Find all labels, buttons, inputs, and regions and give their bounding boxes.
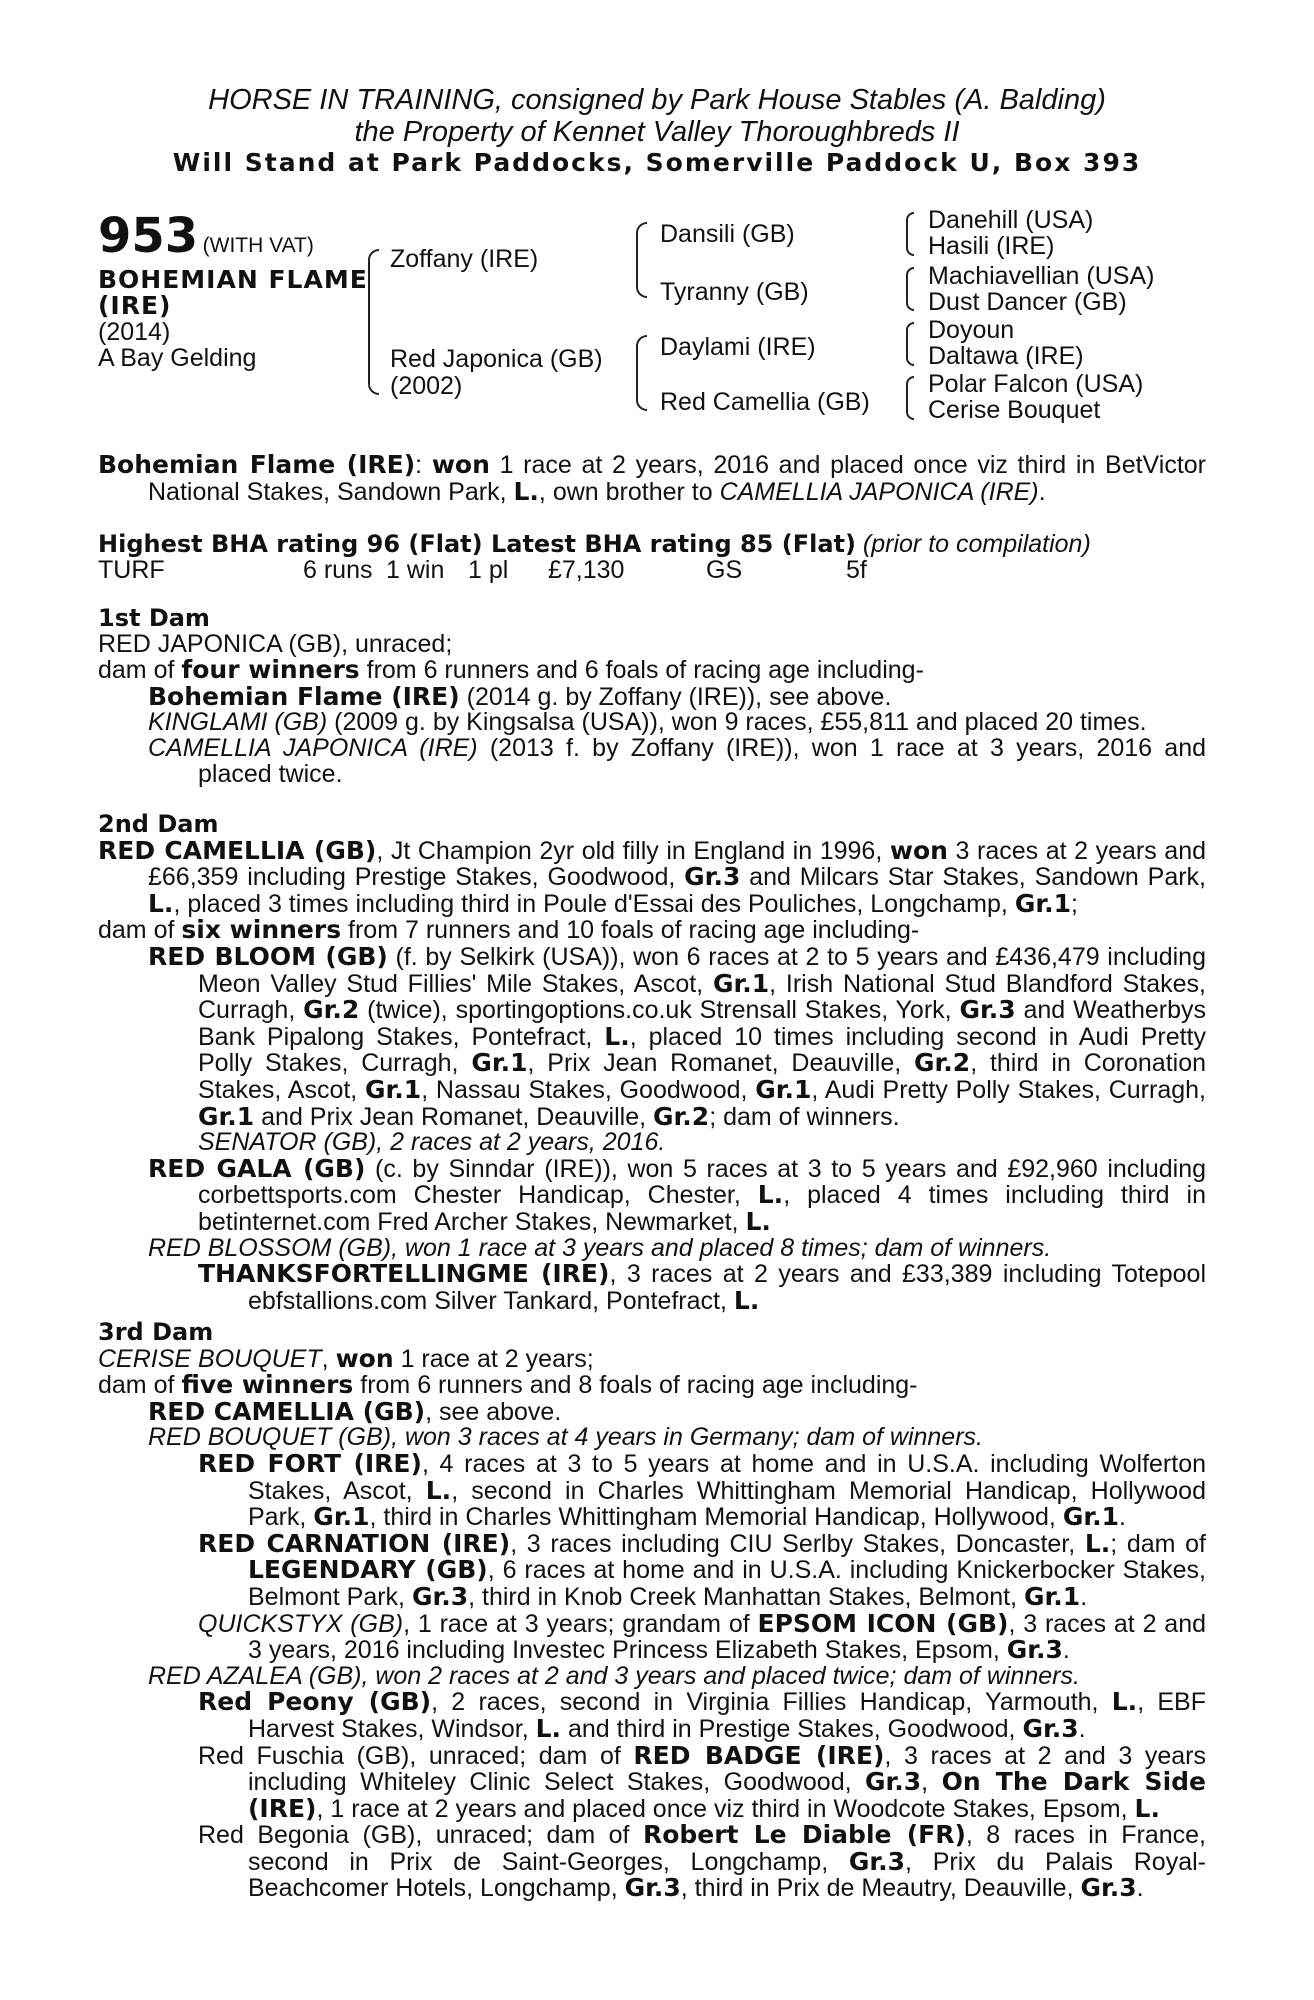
lot-number: 953 <box>98 208 199 264</box>
produce-name: Robert Le Diable (FR) <box>642 1820 966 1850</box>
listed-label: L. <box>1134 1793 1160 1823</box>
won-label: won <box>431 450 490 479</box>
dam-line-brace <box>636 335 647 411</box>
sire-dam-sire: Machiavellian (USA) <box>928 262 1155 290</box>
produce-name: RED FORT (IRE) <box>198 1448 422 1478</box>
text: , placed 4 times including third in betinternet.com Fred Archer Stakes, Newmarket, <box>198 1181 1206 1236</box>
sire: Zoffany (IRE) <box>390 245 539 273</box>
produce-name: THANKSFORTELLINGME (IRE) <box>198 1259 610 1289</box>
produce-name: EPSOM ICON (GB) <box>757 1608 1009 1638</box>
listed-label: L. <box>757 1180 784 1210</box>
summary-text: 1 race at 2 years, 2016 and placed once viz third in BetVictor National Stakes, Sandown Park, <box>148 451 1206 506</box>
text: , second in Charles Whittingham Memorial Handicap, Hollywood Park, <box>248 1476 1206 1532</box>
produce-name: Bohemian Flame (IRE) <box>148 681 460 711</box>
first-dam-intro: RED JAPONICA (GB), unraced; <box>98 629 453 658</box>
produce-entry <box>98 1608 1207 1665</box>
produce-name: LEGENDARY (GB) <box>248 1555 488 1585</box>
produce-entry <box>98 710 1206 736</box>
grade-label: Gr.1 <box>1062 1502 1120 1532</box>
text: , see above. <box>425 1397 562 1426</box>
produce-text: (2014 g. by Zoffany (IRE)), see above. <box>459 682 892 711</box>
rating-note: (prior to compilation) <box>862 530 1091 558</box>
produce-name: QUICKSTYX (GB) <box>198 1609 404 1638</box>
won-label: won <box>889 835 948 865</box>
produce-entry: RED BLOSSOM (GB), won 1 race at 3 years and placed 8 times; dam of winners. <box>148 1233 1052 1262</box>
third-dam-heading: 3rd Dam <box>98 1318 214 1346</box>
produce-name: RED CARNATION (IRE) <box>198 1528 511 1558</box>
listed-label: L. <box>513 476 539 506</box>
text: dam of <box>98 916 182 945</box>
produce-entry <box>98 681 1206 711</box>
brace-3b <box>906 267 914 311</box>
text: , 2 races, second in Virginia Fillies Handicap, Yarmouth, <box>431 1688 1112 1717</box>
text: and Weatherbys Bank Pipalong Stakes, Pontefract, <box>198 996 1206 1051</box>
second-dam-heading: 2nd Dam <box>98 810 219 838</box>
dam-of-text: dam of <box>98 656 182 685</box>
text: , third in Knob Creek Manhattan Stakes, Belmont, <box>468 1582 1024 1611</box>
text: , Irish National Stud Blandford Stakes, Curragh, <box>198 969 1206 1025</box>
summary-text2: , own brother to <box>538 477 720 506</box>
owner-line: the Property of Kennet Valley Thoroughbreds II <box>354 116 960 148</box>
grade-label: Gr.3 <box>1022 1713 1079 1743</box>
first-dam-produce-line <box>98 657 1206 684</box>
dam-sire-sire: Doyoun <box>928 316 1015 344</box>
grade-label: Gr.3 <box>864 1767 922 1797</box>
dam-sire-dam: Daltawa (IRE) <box>928 342 1084 370</box>
surface: TURF <box>98 556 165 584</box>
winners-count: six winners <box>181 915 342 945</box>
text: , 3 races including CIU Serlby Stakes, Doncaster, <box>510 1529 1085 1558</box>
sibling-name: CAMELLIA JAPONICA (IRE) <box>719 477 1039 506</box>
text: Red Begonia (GB), unraced; dam of <box>198 1821 643 1850</box>
going: GS <box>706 556 743 584</box>
text: , 3 races at 2 years and £33,389 including Totepool ebfstallions.com Silver Tankard, Pontefract, <box>248 1260 1206 1315</box>
horse-description: A Bay Gelding <box>98 344 257 372</box>
text: , 4 races at 3 to 5 years at home and in U.S.A. including Wolferton Stakes, Ascot, <box>248 1449 1206 1505</box>
text: from 6 runners and 8 foals of racing age including- <box>353 1371 918 1400</box>
brace-3d <box>906 376 914 420</box>
listed-label: L. <box>733 1285 760 1315</box>
listed-label: L. <box>745 1206 771 1236</box>
distance: 5f <box>846 556 867 584</box>
text: , <box>921 1768 942 1797</box>
grade-label: Gr.3 <box>411 1581 469 1611</box>
produce-entry: RED AZALEA (GB), won 2 races at 2 and 3 years and placed twice; dam of winners. <box>148 1661 1080 1690</box>
brace-3a <box>906 212 914 256</box>
dam-year: (2002) <box>390 372 463 400</box>
runs-count: 6 runs <box>303 556 373 584</box>
produce-name: Red Peony (GB) <box>198 1687 432 1717</box>
sire-sire: Dansili (GB) <box>660 220 795 248</box>
text: Red Fuschia (GB), unraced; dam of <box>198 1741 634 1770</box>
grade-label: Gr.1 <box>471 1048 528 1078</box>
summary-horse-name: Bohemian Flame (IRE) <box>98 450 416 479</box>
listed-label: L. <box>535 1713 562 1743</box>
grade-label: Gr.2 <box>914 1048 971 1078</box>
produce-entry <box>98 1448 1206 1532</box>
produce-entry <box>98 1153 1206 1236</box>
winners-count: four winners <box>181 655 360 685</box>
text: , 8 races in France, second in Prix de Saint-Georges, Longchamp, <box>248 1821 1206 1876</box>
text: (twice), sportingoptions.co.uk Strensall Stakes, York, <box>359 996 960 1025</box>
grade-label: Gr.3 <box>1080 1873 1137 1903</box>
produce-name: RED BADGE (IRE) <box>633 1740 885 1770</box>
second-dam-produce-line <box>98 917 1206 944</box>
text: , EBF Harvest Stakes, Windsor, <box>248 1688 1207 1743</box>
sire-sire-sire: Danehill (USA) <box>928 206 1094 234</box>
text: , third in Charles Whittingham Memorial Handicap, Hollywood, <box>369 1503 1063 1532</box>
vat-label: (WITH VAT) <box>202 234 314 257</box>
text: . <box>1080 1582 1088 1611</box>
dam-of-rest: from 6 runners and 6 foals of racing age including- <box>359 656 924 685</box>
text: , 3 races at 2 and 3 years including Whiteley Clinic Select Stakes, Goodwood, <box>248 1741 1207 1797</box>
produce-entry <box>98 1822 1206 1902</box>
sire-line-brace <box>636 222 647 298</box>
winners-count: five winners <box>181 1370 354 1400</box>
produce-entry <box>98 1396 1206 1426</box>
produce-entry <box>98 733 1206 788</box>
sire-sire-dam: Hasili (IRE) <box>928 232 1055 260</box>
text: 3 races at 2 years and £66,359 including Prestige Stakes, Goodwood, <box>148 836 1207 892</box>
bha-rating: Highest BHA rating 96 (Flat) Latest BHA rating 85 (Flat) <box>98 530 856 558</box>
grade-label: Gr.1 <box>1014 888 1071 918</box>
text: , Jt Champion 2yr old filly in England in 1996, <box>376 836 890 865</box>
text: , third in Prix de Meautry, Deauville, <box>680 1874 1081 1903</box>
text: , Nassau Stakes, Goodwood, <box>421 1075 756 1104</box>
produce-name: RED CAMELLIA (GB) <box>148 1396 426 1426</box>
brace-3c <box>906 322 914 366</box>
dam: Red Japonica (GB) <box>390 345 603 373</box>
produce-name: On The Dark Side (IRE) <box>248 1767 1206 1823</box>
rating-line <box>98 530 1091 559</box>
produce-entry <box>98 1689 1206 1742</box>
grade-label: Gr.1 <box>365 1074 422 1104</box>
grade-label: Gr.1 <box>712 968 770 998</box>
consignor-line: HORSE IN TRAINING, consigned by Park House Stables (A. Balding) <box>208 84 1106 116</box>
grade-label: Gr.1 <box>313 1502 370 1532</box>
dam-sire: Daylami (IRE) <box>660 333 816 361</box>
grade-label: Gr.1 <box>1024 1581 1081 1611</box>
text: , 1 race at 3 years; grandam of <box>403 1609 758 1638</box>
produce-name: RED GALA (GB) <box>148 1153 366 1183</box>
second-dam-record <box>98 835 1207 918</box>
lot-number-row <box>98 208 314 264</box>
sire-dam-dam: Dust Dancer (GB) <box>928 288 1127 316</box>
text: , Audi Pretty Polly Stakes, Curragh, <box>811 1075 1206 1104</box>
dam-name: RED CAMELLIA (GB) <box>98 835 377 865</box>
text: and Milcars Star Stakes, Sandown Park, <box>740 863 1207 892</box>
wins-count: 1 win <box>386 556 445 584</box>
text: . <box>1136 1874 1144 1903</box>
text: . <box>1078 1714 1086 1743</box>
placed-count: 1 pl <box>468 556 509 584</box>
text: , 1 race at 2 years and placed once viz third in Woodcote Stakes, Epsom, <box>316 1794 1135 1823</box>
horse-suffix: (IRE) <box>98 291 172 320</box>
listed-label: L. <box>1084 1528 1111 1558</box>
text: ; dam of winners. <box>709 1102 900 1131</box>
text: from 7 runners and 10 foals of racing age including- <box>341 916 920 945</box>
grade-label: Gr.2 <box>303 995 360 1025</box>
produce-text: (2013 f. by Zoffany (IRE)), won 1 race at 3 years, 2016 and placed twice. <box>198 733 1206 788</box>
produce-name: RED BLOOM (GB) <box>148 941 388 971</box>
grade-label: Gr.1 <box>198 1101 255 1131</box>
text: , <box>321 1344 336 1373</box>
grade-label: Gr.3 <box>684 862 741 892</box>
race-summary: Bohemian Flame (IRE): won 1 race at 2 years, 2016 and placed once viz third in BetVictor National Stakes, Sandown Park, L., own brother to CAMELLIA JAPONICA (IRE). <box>98 450 1206 506</box>
listed-label: L. <box>604 1021 630 1051</box>
dam-dam: Red Camellia (GB) <box>660 388 870 416</box>
summary-end: . <box>1038 477 1046 506</box>
grade-label: Gr.3 <box>624 1873 681 1903</box>
produce-name: CAMELLIA JAPONICA (IRE) <box>148 733 478 762</box>
text: , placed 3 times including third in Poule d'Essai des Pouliches, Longchamp, <box>173 889 1015 918</box>
produce-entry <box>98 941 1206 1131</box>
first-dam-heading: 1st Dam <box>98 604 210 632</box>
text: and Prix Jean Romanet, Deauville, <box>254 1102 654 1131</box>
produce-entry <box>98 1740 1207 1823</box>
prize-money: £7,130 <box>548 556 625 584</box>
third-dam-produce-line <box>98 1372 1206 1399</box>
grade-label: Gr.3 <box>1006 1635 1063 1665</box>
dam-dam-dam: Cerise Bouquet <box>928 396 1101 424</box>
text: , third in Coronation Stakes, Ascot, <box>198 1049 1206 1104</box>
produce-entry: SENATOR (GB), 2 races at 2 years, 2016. <box>198 1128 666 1157</box>
text: and third in Prestige Stakes, Goodwood, <box>561 1714 1023 1743</box>
grade-label: Gr.2 <box>653 1101 710 1131</box>
produce-text: (2009 g. by Kingsalsa (USA)), won 9 races, £55,811 and placed 20 times. <box>327 708 1147 737</box>
text: (c. by Sinndar (IRE)), won 5 races at 3 to 5 years and £92,960 including corbettsports.com Chester Handicap, Chester, <box>198 1154 1206 1210</box>
second-dam-section <box>98 812 1206 1314</box>
grade-label: Gr.3 <box>959 995 1016 1025</box>
grade-label: Gr.1 <box>755 1074 812 1104</box>
sire-dam-brace <box>368 249 379 395</box>
text: . <box>1119 1503 1126 1532</box>
produce-entry: RED BOUQUET (GB), won 3 races at 4 years in Germany; dam of winners. <box>148 1423 983 1452</box>
text: , 6 races at home and in U.S.A. including Knickerbocker Stakes, Belmont Park, <box>248 1556 1206 1611</box>
text: , Prix Jean Romanet, Deauville, <box>527 1049 914 1078</box>
text: . <box>1062 1636 1070 1665</box>
produce-entry <box>98 1261 1206 1314</box>
first-dam-section <box>98 606 1206 787</box>
listed-label: L. <box>1111 1687 1138 1717</box>
third-dam-section <box>98 1320 1206 1902</box>
stand-location-line: Will Stand at Park Paddocks, Somerville Paddock U, Box 393 <box>172 148 1142 177</box>
produce-name: KINGLAMI (GB) <box>148 708 328 737</box>
text: , 3 races at 2 and 3 years, 2016 including Investec Princess Elizabeth Stakes, Epsom, <box>248 1609 1207 1665</box>
text: (f. by Selkirk (USA)), won 6 races at 2 to 5 years and £436,479 including Meon Valley Stud Fillies' Mile Stakes, Ascot, <box>198 942 1206 998</box>
text: , placed 10 times including second in Audi Pretty Polly Stakes, Curragh, <box>198 1022 1206 1078</box>
third-dam-record <box>98 1343 1206 1373</box>
foaling-year: (2014) <box>98 318 171 346</box>
text: ; <box>1071 889 1078 918</box>
text: ; dam of <box>1110 1529 1207 1558</box>
listed-label: L. <box>425 1475 452 1505</box>
won-label: won <box>335 1343 394 1373</box>
grade-label: Gr.3 <box>848 1846 906 1876</box>
produce-entry <box>98 1528 1207 1611</box>
text: 1 race at 2 years; <box>393 1344 594 1373</box>
dam-dam-sire: Polar Falcon (USA) <box>928 370 1144 398</box>
sire-dam: Tyranny (GB) <box>660 278 809 306</box>
listed-label: L. <box>148 888 174 918</box>
text: , Prix du Palais Royal-Beachcomer Hotels, Longchamp, <box>248 1847 1206 1903</box>
dam-name: CERISE BOUQUET <box>98 1344 322 1373</box>
text: dam of <box>98 1371 182 1400</box>
horse-name: BOHEMIAN FLAME <box>98 265 368 294</box>
